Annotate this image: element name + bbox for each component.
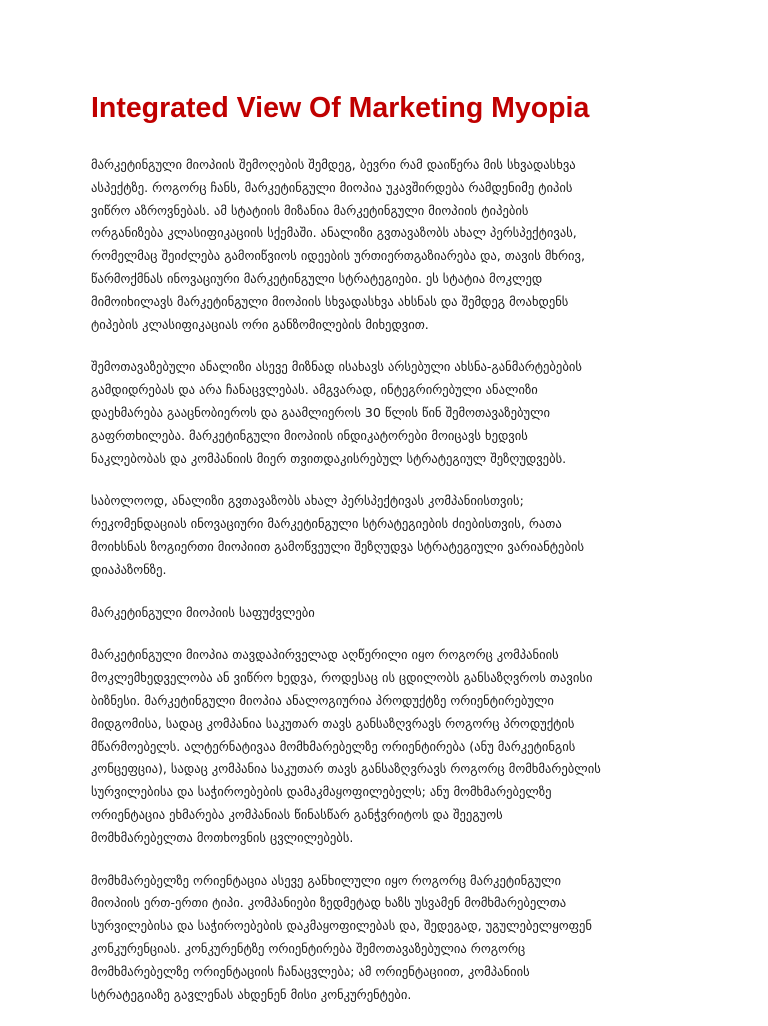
paragraph-intro [91,154,691,336]
document-title: Integrated View Of Marketing Myopia [91,92,590,124]
text-line: გამდიდრებას და არა ჩანაცვლებას. ამგვარად, ინტეგრირებული ანალიზი [91,382,538,398]
text-line: წარმოქმნას ინოვაციური მარკეტინგული სტრატეგიები. ეს სტატია მოკლედ [91,270,543,286]
text-line: ვიწრო აზროვნებას. ამ სტატიის მიზანია მარკეტინგული მიოპიის ტიპების [91,202,529,218]
text-line: ასპექტზე. როგორც ჩანს, მარკეტინგული მიოპია უკავშირდება რამდენიმე ტიპის [91,179,573,195]
text-line: მოიხსნას ზოგიერთი მიოპიით გამოწვეული შეზღუდვა სტრატეგიული ვარიანტების [91,538,585,554]
text-line: მომხმარებელთა მოთხოვნის ცვლილებებს. [91,829,354,845]
text-line: მომხმარებელზე ორიენტაცია ასევე განხილული იყო როგორც მარკეტინგული [91,872,562,888]
text-line: კონკურენციას. კონკურენტზე ორიენტირება შემოთავაზებულია როგორც [91,940,526,956]
text-line: მომხმარებელზე ორიენტაციის ჩანაცვლება; ამ ორიენტაციით, კომპანიის [91,963,530,979]
text-line: რომელმაც შეიძლება გამოიწვიოს იდეების ურთიერთგაზიარება და, თავის მხრივ, [91,248,585,264]
text-line: ტიპების კლასიფიკაციას ორი განზომილების მიხედვით. [91,316,429,332]
text-line: კონცეფცია), სადაც კომპანია საკუთარ თავს განსაზღვრავს როგორც მომხმარებლის [91,761,601,777]
text-line: მწარმოებელს. ალტერნატივაა მომხმარებელზე ორიენტირება (ანუ მარკეტინგის [91,738,576,754]
text-line: დაეხმარება გააცნობიეროს და გაამლიეროს 30 წლის წინ შემოთავაზებული [91,404,551,420]
text-line: სურვილებისა და საჭიროებების დაკმაყოფილებას და, შედეგად, უგულებელყოფენ [91,918,593,934]
text-line: საბოლოოდ, ანალიზი გვთავაზობს ახალ პერსპექტივას კომპანიისთვის; [91,493,524,509]
text-line: სტრატეგიაზე გავლენას ახდენენ მისი კონკურენტები. [91,986,412,1002]
text-line: მარკეტინგული მიოპიის შემოღების შემდეგ, ბევრი რამ დაიწერა მის სხვადასხვა [91,157,576,172]
text-line: სურვილებისა და საჭიროებების დამაკმაყოფილებელს; ანუ მომხმარებელზე [91,784,552,800]
text-line: მიდგომისა, სადაც კომპანია საკუთარ თავს განსაზღვრავს როგორც პროდუქტის [91,715,575,731]
paragraph-customer-orientation [91,870,691,1007]
paragraph-conclusion [91,490,691,581]
text-line: მარკეტინგული მიოპია თავდაპირველად აღწერილი იყო როგორც კომპანიის [91,647,559,663]
section-heading: მარკეტინგული მიოპიის საფუძვლები [91,604,315,620]
text-line: შემოთავაზებული ანალიზი ასევე მიზნად ისახავს არსებული ახსნა-განმარტებების [91,359,582,375]
text-line: ორიენტაცია ეხმარება კომპანიას წინასწარ განჭვრიტოს და შეეგუოს [91,806,503,822]
text-line: ნაკლებობას და კომპანიის მიერ თვითდაკისრებულ სტრატეგიულ შეზღუდვებს. [91,450,567,466]
text-line: გაფრთხილება. მარკეტინგული მიოპიის ინდიკატორები მოიცავს ხედვის [91,427,528,443]
document-page [91,88,691,1026]
text-line: დიაპაზონზე. [91,561,167,577]
text-line: რეკომენდაციას ინოვაციური მარკეტინგული სტრატეგიების ძიებისთვის, რათა [91,516,562,532]
paragraph-foundations [91,644,691,849]
paragraph-analysis [91,356,691,470]
text-line: ბიზნესი. მარკეტინგული მიოპია ანალოგიურია პროდუქტზე ორიენტირებული [91,692,554,708]
text-line: მოკლემხედველობა ან ვიწრო ხედვა, როდესაც ის ცდილობს განსაზღვროს თავისი [91,670,593,686]
text-line: მიოპიის ერთ-ერთი ტიპი. კომპანიები ზედმეტად ხაზს უსვამენ მომხმარებელთა [91,895,567,911]
text-line: მიმოიხილავს მარკეტინგული მიოპიის სხვადასხვა ახსნას და შემდეგ მოახდენს [91,293,569,309]
text-line: ორგანიზება კლასიფიკაციის სქემაში. ანალიზი გვთავაზობს ახალ პერსპექტივას, [91,225,577,241]
